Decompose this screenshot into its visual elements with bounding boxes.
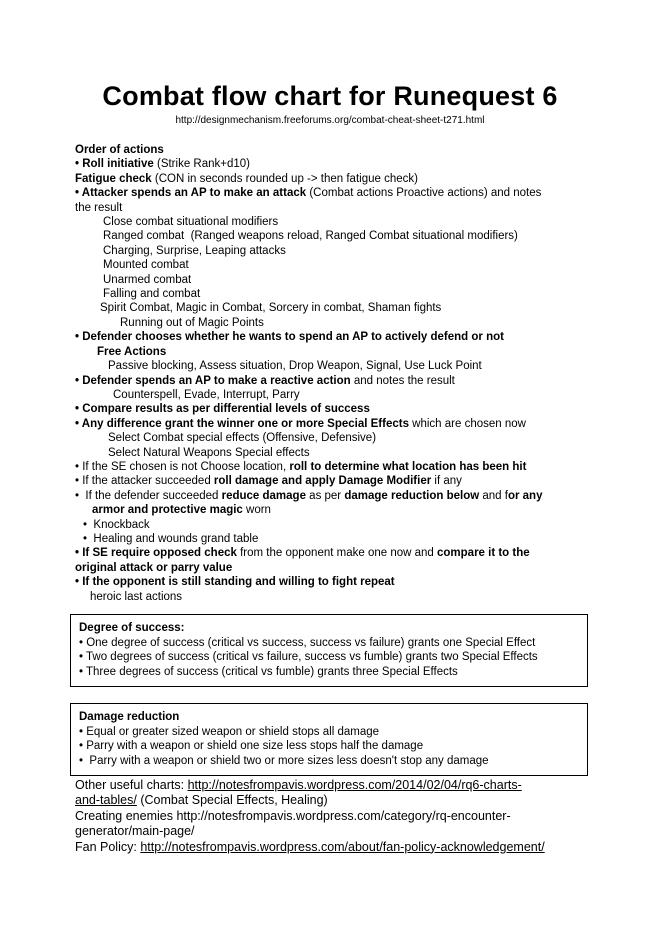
text-segment: • Roll initiative [75,158,154,171]
text-segment: which are chosen now [408,417,526,430]
text-line [75,374,660,388]
text-line [75,244,660,258]
info-boxes [0,614,660,776]
info-box [70,614,588,687]
text-line [75,546,660,560]
box-line: • Two degrees of success (critical vs failure, success vs fumble) grants two Special Effects [79,651,538,663]
text-segment: (Combat actions Proactive actions) and notes [306,187,542,200]
text-segment: Creating enemies http://notesfrompavis.wordpress.com/category/rq-encounter- [75,808,511,823]
text-segment: Spirit Combat, Magic in Combat, Sorcery in combat, Shaman fights [100,302,442,315]
text-segment: • Defender chooses whether he wants to spend an AP to actively defend or not [75,331,504,344]
text-segment: • Attacker spends an AP to make an attack [75,187,307,200]
text-line [75,561,660,575]
text-line [75,575,660,589]
text-segment: • If the SE chosen is not Choose location, [75,460,290,473]
flow-list [75,143,660,604]
text-line [75,273,660,287]
text-segment: • Compare results as per differential levels of success [75,403,370,416]
text-segment: Other useful charts: [75,778,188,792]
text-segment: and f [479,489,508,502]
text-segment: Fatigue check [75,172,152,185]
text-segment: • If SE require opposed check [75,547,237,560]
text-segment: reduce damage [221,489,306,502]
text-line [75,402,660,416]
text-line [75,446,660,460]
text-line [75,431,660,445]
text-segment: Passive blocking, Assess situation, Drop Weapon, Signal, Use Luck Point [108,360,482,373]
text-segment: Counterspell, Evade, Interrupt, Parry [113,388,300,401]
text-segment: from the opponent make one now and [236,547,437,560]
text-line [75,143,660,157]
text-segment: the result [75,201,123,214]
text-segment: Select Natural Weapons Special effects [108,446,310,459]
text-segment: as per [305,489,345,502]
text-segment: Ranged combat (Ranged weapons reload, Ranged Combat situational modifiers) [103,230,518,243]
text-line [75,388,660,402]
text-segment: Select Combat special effects (Offensive, Defensive) [108,432,377,445]
text-line [75,532,660,546]
text-line [75,474,660,488]
box-line: • Equal or greater sized weapon or shield stops all damage [79,725,380,738]
text-line [75,215,660,229]
source-url: http://designmechanism.freeforums.org/combat-cheat-sheet-t271.html [175,115,485,126]
text-line [75,229,660,243]
text-line [75,359,660,373]
text-line [75,186,660,200]
text-line [75,258,660,272]
text-segment: original attack or parry value [75,561,233,574]
text-segment: heroic last actions [90,590,183,603]
text-segment: Charging, Surprise, Leaping attacks [103,244,286,257]
page-title: Combat flow chart for Runequest 6 [102,81,558,111]
text-segment: Fan Policy: [75,839,141,854]
text-line [75,460,660,474]
text-segment: • If the defender succeeded [75,489,222,502]
text-segment: roll to determine what location has been hit [289,460,527,473]
text-line [75,590,660,604]
text-segment: damage reduction below [344,489,480,502]
text-segment: if any [431,475,462,488]
box-title: Degree of success: [79,622,185,634]
text-line [75,287,660,301]
text-segment: armor and protective magic [92,504,243,517]
text-line [75,301,660,315]
footer-line [75,793,660,808]
footer-line [75,778,660,793]
text-segment: • If the attacker succeeded [75,475,214,488]
text-segment: and notes the result [350,374,455,387]
footer-line [75,824,660,839]
text-segment: • Knockback [83,518,150,531]
link[interactable]: http://notesfrompavis.wordpress.com/about/fan-policy-acknowledgement/ [140,839,545,854]
text-segment: generator/main-page/ [75,824,195,839]
text-line [75,518,660,532]
text-line [75,417,660,431]
text-segment: compare it to the [437,547,530,560]
text-line [75,345,660,359]
box-line: • One degree of success (critical vs success, success vs failure) grants one Special Effect [79,636,536,649]
text-segment: Order of actions [75,144,164,156]
text-segment: • Any difference grant the winner one or more Special Effects [75,417,409,430]
text-segment: roll damage and apply Damage Modifier [213,475,432,488]
text-segment: Running out of Magic Points [120,316,264,329]
text-line [75,489,660,503]
text-segment: • Healing and wounds grand table [83,532,259,545]
text-line [75,201,660,215]
text-line [75,157,660,171]
text-segment: (CON in seconds rounded up -> then fatigue check) [151,172,418,185]
info-box [70,703,588,776]
text-segment: • If the opponent is still standing and willing to fight repeat [75,576,395,589]
box-title: Damage reduction [79,711,180,723]
text-segment: Close combat situational modifiers [103,216,279,229]
footer-links [75,778,660,855]
text-segment: Falling and combat [103,288,201,301]
text-line [75,172,660,186]
text-segment: worn [242,504,271,517]
text-line [75,316,660,330]
box-line: • Parry with a weapon or shield one size less stops half the damage [79,740,424,752]
text-segment: • Defender spends an AP to make a reactive action [75,374,351,387]
text-segment: (Strike Rank+d10) [153,158,250,171]
text-segment: (Combat Special Effects, Healing) [136,793,328,808]
text-segment: Free Actions [97,345,167,358]
text-line [75,503,660,517]
footer-line [75,809,660,824]
text-segment: Mounted combat [103,259,189,272]
text-line [75,330,660,344]
text-segment: Unarmed combat [103,273,192,286]
link[interactable]: http://notesfrompavis.wordpress.com/2014/02/04/rq6-charts- [187,778,522,792]
footer-line [75,840,660,855]
link[interactable]: and-tables/ [75,793,137,808]
box-line: • Three degrees of success (critical vs fumble) grants three Special Effects [79,665,458,678]
text-segment: or any [507,489,543,502]
box-line: • Parry with a weapon or shield two or more sizes less doesn't stop any damage [79,754,489,767]
